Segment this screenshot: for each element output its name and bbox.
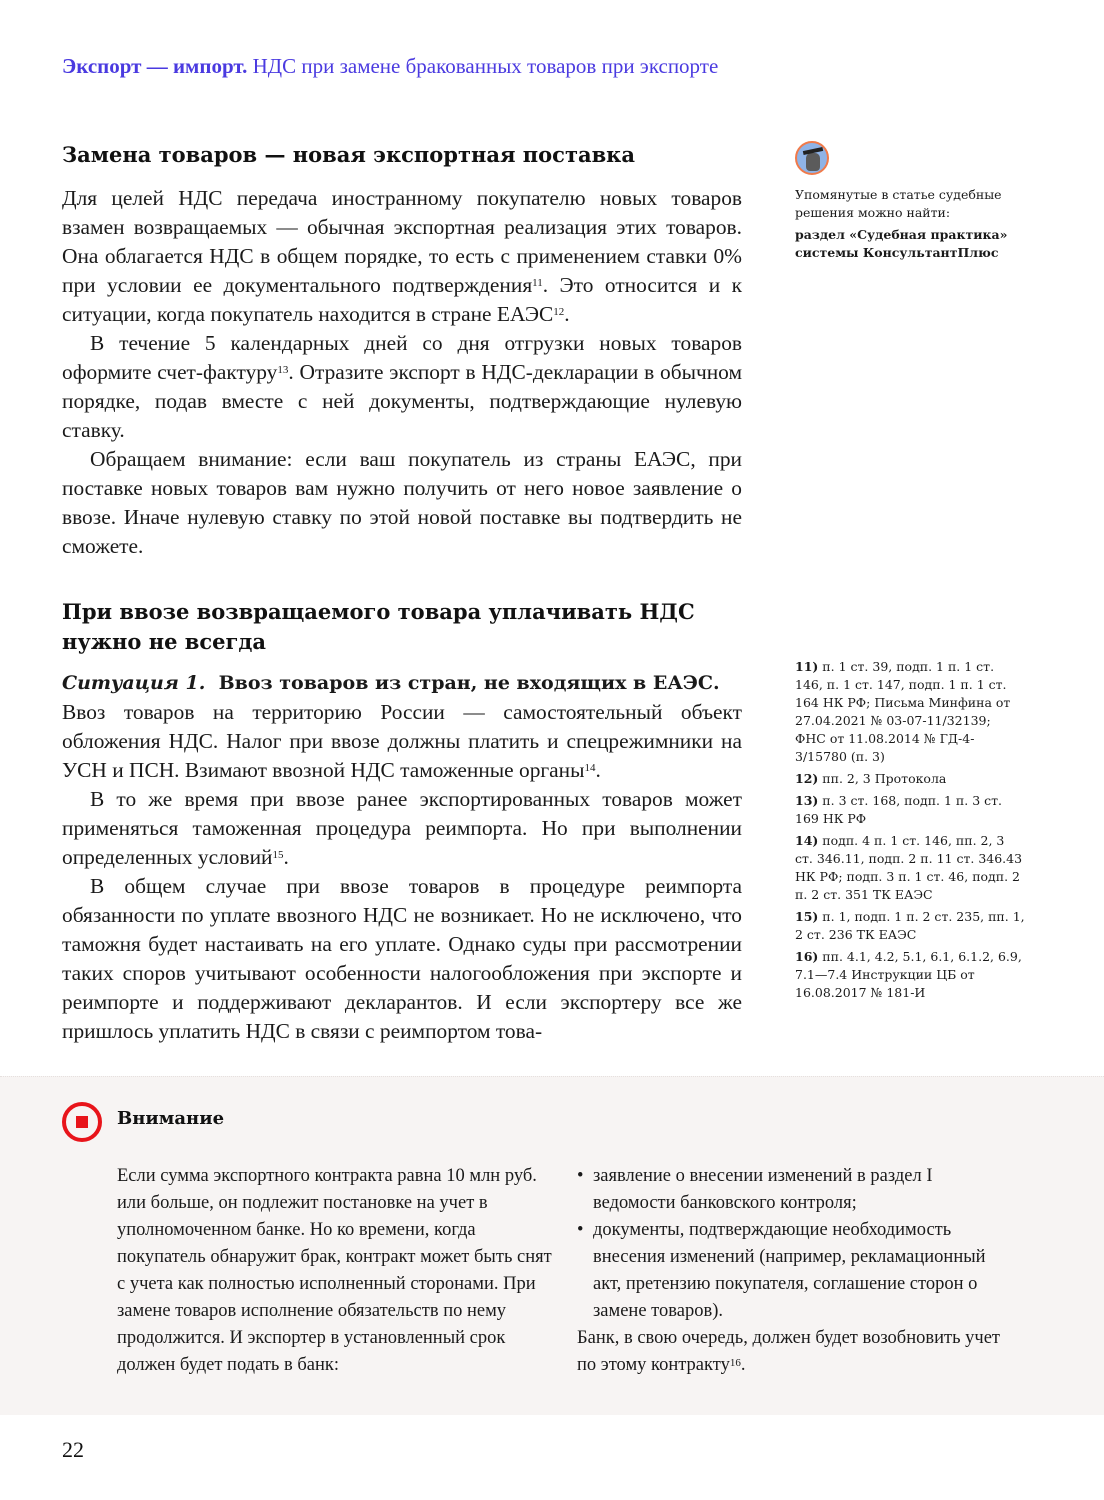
running-head bbox=[62, 54, 718, 79]
attention-closing: Банк, в свою очередь, должен будет возобновить учет по этому контракту$^{16}$. bbox=[577, 1328, 1001, 1375]
main-column bbox=[62, 140, 742, 1046]
running-head-title: НДС при замене бракованных товаров при экспорте bbox=[252, 54, 719, 78]
footnote: 11) п. 1 ст. 39, подп. 1 п. 1 ст. 146, п. 1 ст. 147, подп. 1 п. 1 ст. 164 НК РФ; Письма Минфина от 27.04.2021 № 03-07-11/32139; ФНС от 11.08.2014 № ГД-4-3/15780 (п. 3) bbox=[795, 659, 1011, 764]
sidebar-note: Упомянутые в статье судебные решения можно найти: bbox=[795, 187, 1002, 220]
footnote-ref[interactable]: 16 bbox=[729, 1357, 741, 1369]
situation-heading bbox=[62, 669, 742, 698]
section-heading-replacement: Замена товаров — новая экспортная поставка bbox=[62, 142, 635, 167]
footnote: 14) подп. 4 п. 1 ст. 146, пп. 2, 3 ст. 346.11, подп. 2 п. 11 ст. 346.43 НК РФ; подп. 3 п. 1 ст. 46, подп. 2 п. 2 ст. 351 ТК ЕАЭС bbox=[795, 833, 1023, 902]
paragraph: Для целей НДС передача иностранному покупателю новых товаров взамен возвращаемых — обычная экспортная реализация этих товаров. Она облагается НДС в общем порядке, то есть с применением ставки 0% при условии ее документального подтверждения$^{11}$. Это относится и к ситуации, когда покупатель находится в стране ЕАЭС$^{12}$. bbox=[62, 186, 742, 326]
footnote: 16) пп. 4.1, 4.2, 5.1, 6.1, 6.1.2, 6.9, 7.1—7.4 Инструкции ЦБ от 16.08.2017 № 181-И bbox=[795, 949, 1022, 1000]
paragraph: В общем случае при ввозе товаров в процедуре реимпорта обязанности по уплате ввозного НДС не возникает. Но не исключено, что таможня будет настаивать на его уплате. Однако суды при рассмотрении таких споров учитывают особенности налогообложения при экспорте и реимпорте и поддерживают декларантов. И если экспортеру все же пришлось уплатить НДС в связи с реимпортом това- bbox=[62, 874, 742, 1043]
paragraph: В то же время при ввозе ранее экспортированных товаров может применяться таможенная процедура реимпорта. Но при выполнении определенных условий$^{15}$. bbox=[62, 787, 742, 869]
attention-title: Внимание bbox=[117, 1108, 225, 1129]
paragraph: Обращаем внимание: если ваш покупатель из страны ЕАЭС, при поставке новых товаров вам нужно получить от него новое заявление о ввозе. Иначе нулевую ставку по этой новой поставке вы подтвердить не сможете. bbox=[62, 447, 742, 558]
list-item: • документы, подтверждающие необходимость внесения изменений (например, рекламационный акт, претензию покупателя, соглашение сторон о замене товаров). bbox=[577, 1217, 1017, 1325]
list-item: • заявление о внесении изменений в раздел I ведомости банковского контроля; bbox=[577, 1163, 1017, 1217]
attention-text-right bbox=[577, 1163, 1017, 1379]
footnote-ref[interactable]: 11 bbox=[532, 277, 543, 289]
footnote-ref[interactable]: 12 bbox=[553, 306, 565, 318]
footnote: 15) п. 1, подп. 1 п. 2 ст. 235, пп. 1, 2 ст. 236 ТК ЕАЭС bbox=[795, 909, 1025, 942]
sidebar-note-link[interactable]: раздел «Судебная практика» системы КонсультантПлюс bbox=[795, 227, 1008, 260]
footnote: 12) пп. 2, 3 Протокола bbox=[795, 771, 947, 786]
footnote-ref[interactable]: 14 bbox=[584, 762, 596, 774]
paragraph: В течение 5 календарных дней со дня отгрузки новых товаров оформите счет-фактуру$^{13}$. Отразите экспорт в НДС-декларации в обычном порядке, подав вместе с ней документы, подтверждающие нулевую ставку. bbox=[62, 331, 743, 442]
attention-icon bbox=[62, 1102, 102, 1142]
page-number: 22 bbox=[62, 1437, 84, 1462]
footnote: 13) п. 3 ст. 168, подп. 1 п. 3 ст. 169 НК РФ bbox=[795, 793, 1003, 826]
running-head-section: Экспорт — импорт. bbox=[62, 54, 248, 78]
lawyer-avatar-icon bbox=[795, 141, 829, 175]
section-heading-import: При ввозе возвращаемого товара уплачивать НДС нужно не всегда bbox=[62, 599, 695, 654]
footnote-ref[interactable]: 13 bbox=[277, 364, 289, 376]
footnotes bbox=[795, 658, 1025, 1006]
attention-text-left: Если сумма экспортного контракта равна 10 млн руб. или больше, он подлежит постановке на учет в уполномоченном банке. Но ко времени, когда покупатель обнаружит брак, контракт может быть снят с учета как полностью исполненный сторонами. При замене товаров исполнение обязательств по нему продолжится. И экспортер в установленный срок должен будет подать в банк: bbox=[117, 1166, 552, 1375]
footnote-ref[interactable]: 15 bbox=[272, 849, 284, 861]
situation-label: Ситуация 1. bbox=[62, 672, 206, 694]
paragraph: Ввоз товаров на территорию России — самостоятельный объект обложения НДС. Налог при ввозе должны платить и спецрежимники на УСН и ПСН. Взимают ввозной НДС таможенные органы$^{14}$. bbox=[62, 700, 742, 782]
situation-title: Ввоз товаров из стран, не входящих в ЕАЭС. bbox=[218, 672, 720, 694]
sidebar-court-practice bbox=[795, 141, 1035, 262]
